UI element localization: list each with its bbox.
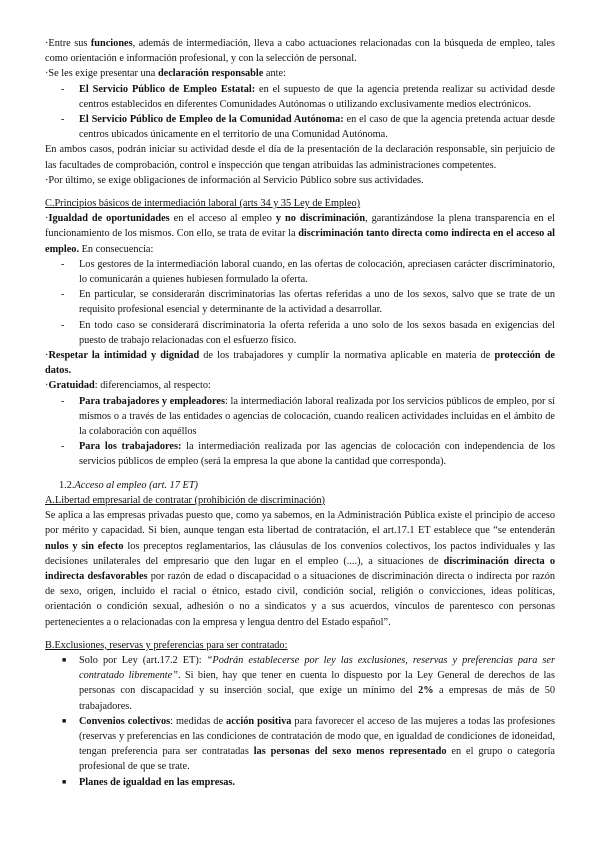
list-item — [45, 775, 555, 790]
list-item — [45, 112, 555, 142]
equality-paragraph — [45, 211, 555, 257]
text: En todo caso se considerará discriminatoria la oferta referida a uno solo de los sexos basada en exigencias del puesto de trabajo relacionadas con el esfuerzo físico. — [79, 319, 555, 346]
section-heading-c: C.Principios básicos de intermediación laboral (arts 34 y 35 Ley de Empleo) — [45, 198, 361, 210]
text: ·Se les exige presentar una — [45, 68, 158, 80]
gratuity-list — [45, 394, 555, 470]
finally-paragraph: ·Por último, se exige obligaciones de información al Servicio Público sobre sus actividades. — [45, 174, 424, 186]
list-item — [45, 653, 555, 714]
text: · — [45, 213, 49, 225]
text: en el grupo o categoría profesional de que se trate. — [79, 746, 555, 773]
text: ante: — [263, 68, 286, 80]
functions-paragraph — [45, 36, 555, 66]
text: · — [45, 380, 49, 392]
text: los preceptos reglamentarios, las cláusulas de los convenios colectivos, los pactos individuales y las decisiones unilaterales del empresario que den lugar en el empleo (....), a situaciones de — [45, 540, 555, 567]
both-cases-paragraph: En ambos casos, podrán iniciar su actividad desde el día de la presentación de la declaración responsable, sin perjuicio de las facultades de comprobación, control e inspección que tengan atribuidas las administraciones competentes. — [45, 144, 555, 171]
exclusions-list — [45, 653, 555, 790]
text: : diferenciamos, al respecto: — [94, 380, 211, 392]
dash-marker: - — [61, 441, 65, 453]
square-bullet: ■ — [62, 716, 67, 725]
section-heading-b: B.Exclusiones, reservas y preferencias para ser contratado: — [45, 639, 288, 651]
list-item — [45, 714, 555, 775]
text: , además de intermediación, lleva a cabo actuaciones relacionadas con la búsqueda de empleo, tales como orientación e información profesional, y con la selección de personal. — [45, 38, 555, 65]
bold-text: Para los trabajadores: — [79, 441, 182, 453]
square-bullet: ■ — [62, 655, 67, 664]
bold-text: Convenios colectivos — [79, 715, 171, 727]
declaration-list — [45, 82, 555, 143]
text: de los trabajadores y cumplir la normativa aplicable en materia de — [199, 350, 495, 362]
gratuity-paragraph — [45, 378, 555, 393]
list-item — [45, 287, 555, 317]
text: por razón de edad o discapacidad o a situaciones de discriminación directa o indirecta por razón de sexo, origen, incluido el racial o étnico, estado civil, condición social, religión o convicciones, ideas políticas, orientación o condición sexual, adhesión o no a sindicatos y a sus acuerdos, vínculos de parentesco con personas pertenecientes a o relacionadas con la empresa y lengua dentro del Estado español”. — [45, 570, 555, 628]
square-bullet: ■ — [62, 777, 67, 786]
bold-text: 2% — [418, 685, 434, 697]
bold-text: Igualdad de oportunidades — [48, 213, 170, 225]
list-item — [45, 394, 555, 440]
text: : la intermediación laboral realizada por los servicios públicos de empleo, por sí mismos o a través de las entidades o agencias de colocación, cuando realicen actividades incluidas en el ámbito de la colaboración con aquéllos — [79, 395, 555, 438]
bold-text: Respetar la intimidad y dignidad — [48, 350, 200, 362]
bold-text: nulos y sin efecto — [45, 540, 124, 552]
bold-text: funciones — [90, 38, 133, 49]
bold-text: Gratuidad — [48, 380, 95, 392]
text: para favorecer el acceso de las mujeres a todas las profesiones (reservas y preferencias en las condiciones de contratación de modo que, en igualdad de condiciones de idoneidad, tengan preferencia para ser contratadas — [79, 715, 555, 758]
dash-marker: - — [61, 319, 65, 331]
section-title: Acceso al empleo (art. 17 ET) — [74, 479, 198, 491]
dash-marker: - — [61, 395, 65, 407]
freedom-paragraph — [45, 508, 555, 630]
discrimination-list — [45, 257, 555, 348]
bold-text: Planes de igualdad en las empresas. — [79, 776, 235, 788]
bold-text: discriminación tanto directa como indirecta en el acceso al empleo. — [45, 228, 555, 255]
text: En consecuencia: — [79, 243, 154, 255]
bold-text: El Servicio Público de Empleo Estatal: — [79, 83, 256, 95]
bold-text: y no discriminación — [275, 213, 366, 225]
text: : medidas de — [170, 715, 227, 727]
dash-marker: - — [61, 289, 65, 301]
text: ·Entre sus — [45, 38, 91, 49]
text: . Si bien, hay que tener en cuenta lo dispuesto por la Ley General de derechos de las personas con discapacidad y su inserción social, que exige un mínimo del — [79, 670, 555, 697]
bold-text: protección de datos. — [45, 350, 555, 377]
section-heading-a: A.Libertad empresarial de contratar (prohibición de discriminación) — [45, 494, 325, 506]
dash-marker: - — [61, 83, 65, 95]
dash-marker: - — [61, 114, 65, 126]
text: En particular, se considerarán discriminatorias las ofertas referidas a uno de los sexos, salvo que se trate de un requisito profesional esencial y determinante de la actividad a desarrollar. — [79, 289, 555, 316]
text: en el acceso al empleo — [169, 213, 276, 225]
section-number: 1.2. — [59, 479, 75, 491]
bold-text: declaración responsable — [157, 68, 264, 80]
bold-text: discriminación directa o indirecta desfavorables — [45, 555, 555, 582]
list-item — [45, 439, 555, 469]
italic-quote: “Podrán establecerse por ley las exclusiones, reservas y preferencias para ser contratado libremente” — [79, 654, 555, 682]
text: Los gestores de la intermediación laboral cuando, en las ofertas de colocación, apreciasen carácter discriminatorio, lo comunicarán a quienes hubiesen formulado la oferta. — [79, 258, 555, 286]
text: Se aplica a las empresas privadas puesto que, como ya sabemos, en la Administración Pública existe el principio de acceso por mérito y capacidad. Si bien, aunque tengan esta libertad de contratación, el art.17.1 ET establece que “se entenderán — [45, 510, 555, 537]
bold-text: El Servicio Público de Empleo de la Comunidad Autónoma: — [79, 114, 344, 126]
privacy-paragraph — [45, 348, 555, 378]
text: en el supuesto de que la agencia pretenda realizar su actividad desde centros establecidos en diferentes Comunidades Autónomas o utilizando exclusivamente medios electrónicos. — [79, 83, 555, 110]
text: la intermediación realizada por las agencias de colocación con independencia de los servicios públicos de empleo (será la empresa la que abone la cantidad que corresponda). — [79, 441, 556, 468]
declaration-paragraph — [45, 66, 555, 81]
text: , garantizándose la plena transparencia en el funcionamiento de los mismos. Con ello, se trata de evitar la — [45, 213, 555, 240]
text: · — [45, 350, 49, 362]
list-item — [45, 318, 555, 348]
text: a empresas de más de 50 trabajadores. — [79, 685, 555, 712]
list-item — [45, 82, 555, 112]
bold-text: acción positiva — [226, 715, 292, 727]
text: en el caso de que la agencia pretenda actuar desde centros ubicados únicamente en el territorio de una Comunidad Autónoma. — [79, 114, 555, 141]
dash-marker: - — [61, 258, 65, 270]
text: Solo por Ley (art.17.2 ET): — [79, 654, 207, 666]
section-heading-1-2 — [45, 478, 555, 493]
list-item — [45, 257, 555, 287]
bold-text: las personas del sexo menos representado — [253, 746, 447, 758]
bold-text: Para trabajadores y empleadores — [79, 395, 225, 407]
